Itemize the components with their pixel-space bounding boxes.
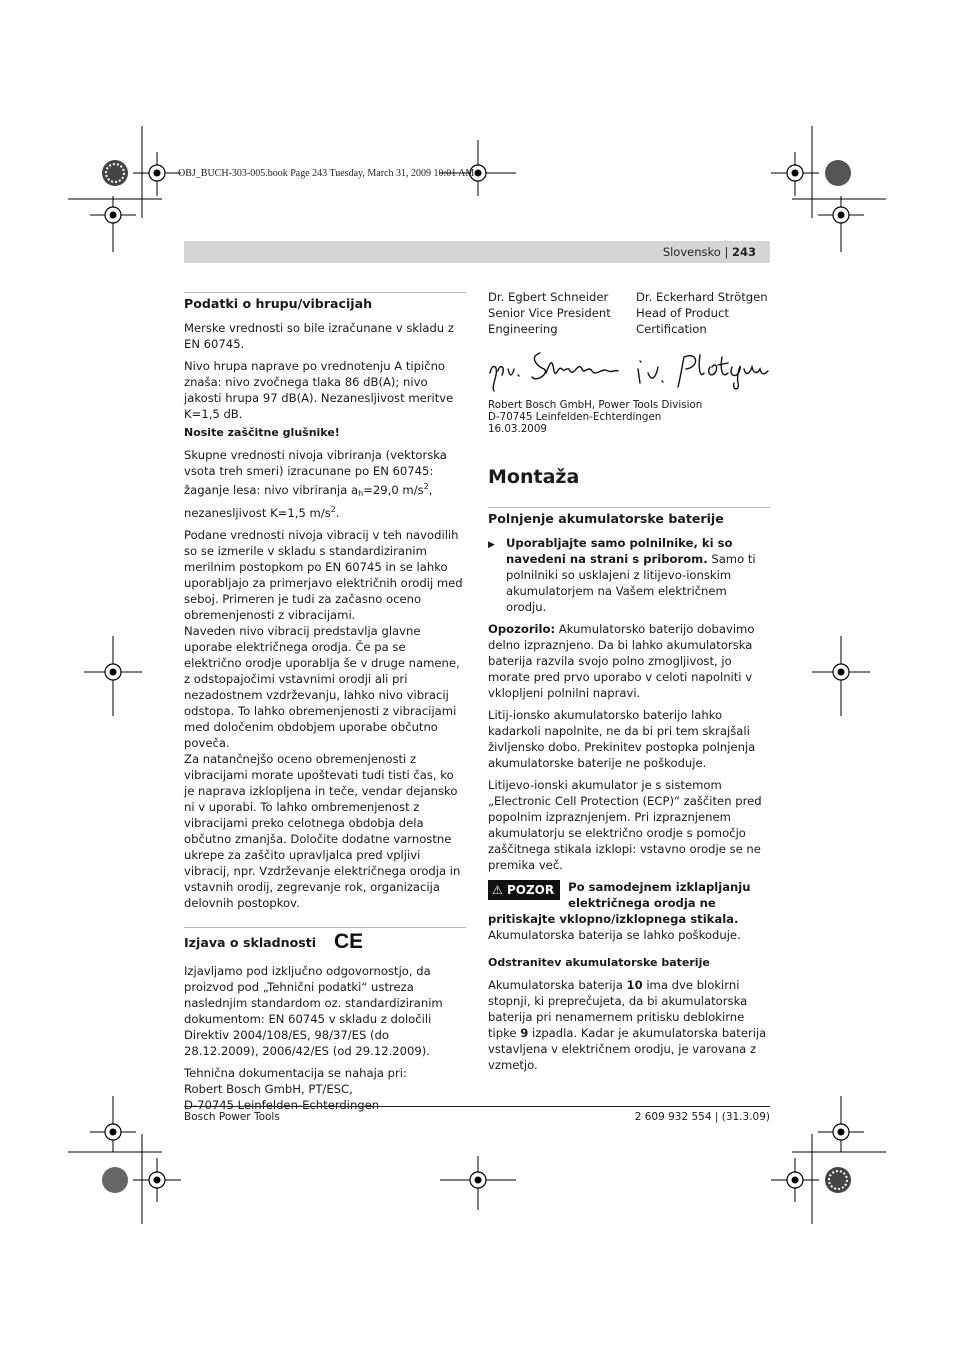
page-header [663,245,756,259]
signatory-1 [488,289,622,337]
removal-text-c: izpadla. Kadar je akumulatorska baterija vstavljena v električnem orodju, je varovana z vzmetjo. [488,1026,767,1072]
vibration-paragraph-3: Naveden nivo vibracij predstavlja glavne uporabe električnega orodja. Če pa se električno orodje uporablja še v druge namene, z odstopajočimi vstavnimi orodji ali pri nezadostnem vzdrževanju, lahko nivo vibracij odstopa. To lahko obremenjenosti z vibracijami med določenim obdobjem uporabe občutno poveča. [184,624,460,750]
noise-paragraph-1: Merske vrednosti so bile izračunane v skladu z EN 60745. [184,321,454,351]
signatory-1-title-1: Senior Vice President [488,306,611,320]
vibration-paragraph-2: Podane vrednosti nivoja vibracij v teh navodilih so se izmerile v skladu s standardiziranim merilnim postopkom po EN 60745 in se lahko uporabljajo za primerjavo električnih orodij med seboj. Primeren je tudi za začasno oceno obremenjenosti z vibracijami. [184,528,463,622]
vib-subscript: h [358,489,364,498]
vib-text-a: Skupne vrednosti nivoja vibriranja (vektorska vsota treh smeri) izracunane po EN 60745: žaganje lesa: nivo vibriranja a [184,448,447,497]
vib-text-c: , nezanesljivost K=1,5 m/s [184,483,433,520]
removal-heading: Odstranitev akumulatorske baterije [488,956,710,969]
vibration-paragraph-1 [184,447,466,521]
bullet-bold: Uporabljajte samo polnilnike, ki so navedeni na strani s priborom. [506,536,733,566]
caution-bold: Po samodejnem izklapljanju električnega orodja ne pritiskajte vklopno/izklopnega stikala. [488,880,751,926]
charging-heading: Polnjenje akumulatorske baterije [488,507,770,527]
header-separator: | [720,245,732,259]
caution-rest: Akumulatorska baterija se lahko poškoduje. [488,928,741,942]
li-ion-paragraph-1: Litij-ionsko akumulatorsko baterijo lahko kadarkoli napolnite, ne da bi pri tem skrajšali življensko dobo. Prekinitev postopka polnjenja akumulatorske baterije ne poškoduje. [488,708,756,770]
note-text: Akumulatorsko baterijo dobavimo delno izpraznjeno. Da bi lahko akumulatorska baterija razvila svojo polno zmogljivost, jo morate pred prvo uporabo v celoti napolniti v vklopljeni polnilni napravi. [488,622,755,700]
handwritten-signatures [488,343,770,395]
removal-text-b: ima dve blokirni stopnji, ki preprečujeta, da bi akumulatorska baterija pri nenamernem pritisku deblokirne tipke [488,978,748,1040]
removal-ref-2: 9 [520,1026,529,1040]
page-header-bar [184,241,770,263]
tech-doc-line-3: D-70745 Leinfelden-Echterdingen [184,1098,380,1112]
declaration-heading-row [184,927,466,955]
footer-doc-number: 2 609 932 554 | (31.3.09) [634,1111,770,1123]
caution-badge [488,880,560,900]
li-ion-paragraph-2: Litijevo-ionski akumulator je s sistemom „Electronic Cell Protection (ECP)“ zaščiten pred popolnim izpraznjenjem. Pri izpraznjenem akumulatorju se električno orodje s pomočjo zaščitnega stikala izklopi: vstavno orodje se ne premika več. [488,778,762,872]
company-line-2: D-70745 Leinfelden-Echterdingen [488,411,662,423]
removal-text-a: Akumulatorska baterija [488,978,627,992]
tech-doc-line-2: Robert Bosch GmbH, PT/ESC, [184,1082,353,1096]
signatory-1-title-2: Engineering [488,322,558,336]
signatory-2 [636,289,770,337]
ce-mark-icon [334,931,362,955]
removal-ref-1: 10 [626,978,643,992]
right-column [488,289,770,1079]
header-page-number: 243 [731,245,756,259]
company-line-3: 16.03.2009 [488,423,547,435]
bullet-item [488,535,770,615]
caution-paragraph [488,879,770,943]
vib-text-d: . [335,506,340,520]
print-slug: OBJ_BUCH-303-005.book Page 243 Tuesday, March 31, 2009 10:01 AM [178,168,475,179]
vib-text-b: =29,0 m/s [363,483,424,497]
left-column [184,292,466,1119]
vib-superscript-2: 2 [330,505,336,514]
noise-paragraph-2: Nivo hrupa naprave po vrednotenju A tipično znaša: nivo zvočnega tlaka 86 dB(A); nivo jakosti hrupa 97 dB(A). Nezanesljivost meritve K=1,5 dB. [184,359,454,421]
tech-doc-line-1: Tehnična dokumentacija se nahaja pri: [184,1066,407,1080]
hearing-protection-warning: Nosite zaščitne glušnike! [184,426,340,439]
note-paragraph [488,621,770,701]
vib-superscript-1: 2 [423,482,429,491]
section-title: Montaža [488,466,580,488]
signatories [488,289,770,337]
declaration-paragraph-1: Izjavljamo pod izključno odgovornostjo, da proizvod pod „Tehnični podatki“ ustreza naslednjim standardom oz. standardiziranim dokumentom: EN 60745 v skladu z določili Direktiv 2004/108/ES, 98/37/ES (do 28.12.2009), 2006/42/ES (od 29.12.2009). [184,964,443,1058]
header-language: Slovensko [662,245,721,259]
noise-heading: Podatki o hrupu/vibracijah [184,292,466,312]
footer-brand: Bosch Power Tools [184,1111,280,1123]
svg-text:CE: CE [334,931,363,951]
warning-triangle-icon: ⚠ [492,883,503,897]
note-label: Opozorilo: [488,622,556,636]
caution-label: POZOR [506,883,555,897]
company-address [488,399,770,435]
removal-paragraph [488,977,770,1073]
bullet-text [506,535,770,615]
declaration-heading: Izjava o skladnosti [184,935,317,950]
signatory-2-title-2: Certification [636,322,707,336]
page-footer [184,1106,770,1123]
signatory-2-title-1: Head of Product [636,306,729,320]
bullet-rest: Samo ti polnilniki so usklajeni z litijevo-ionskim akumulatorjem na Vašem električnem orodju. [506,552,756,614]
vibration-paragraph-4: Za natančnejšo oceno obremenjenosti z vibracijami morate upoštevati tudi tisti čas, ko je naprava izklopljena in teče, vendar dejansko ni v uporabi. To lahko ombremenjenost z vibracijami preko celotnega obdobja dela občutno zmanjša. Določite dodatne varnostne ukrepe za zaščito upravljalca pred vpljivi vibracij, npr. Vzdrževanje električnega orodja in vstavnih orodij, zegrevanje rok, organizacija delovnih postopkov. [184,752,461,910]
signatory-2-name: Dr. Eckerhard Strötgen [636,290,768,304]
bullet-arrow-icon: ▶ [488,540,495,550]
signatory-1-name: Dr. Egbert Schneider [488,290,609,304]
company-line-1: Robert Bosch GmbH, Power Tools Division [488,399,703,411]
